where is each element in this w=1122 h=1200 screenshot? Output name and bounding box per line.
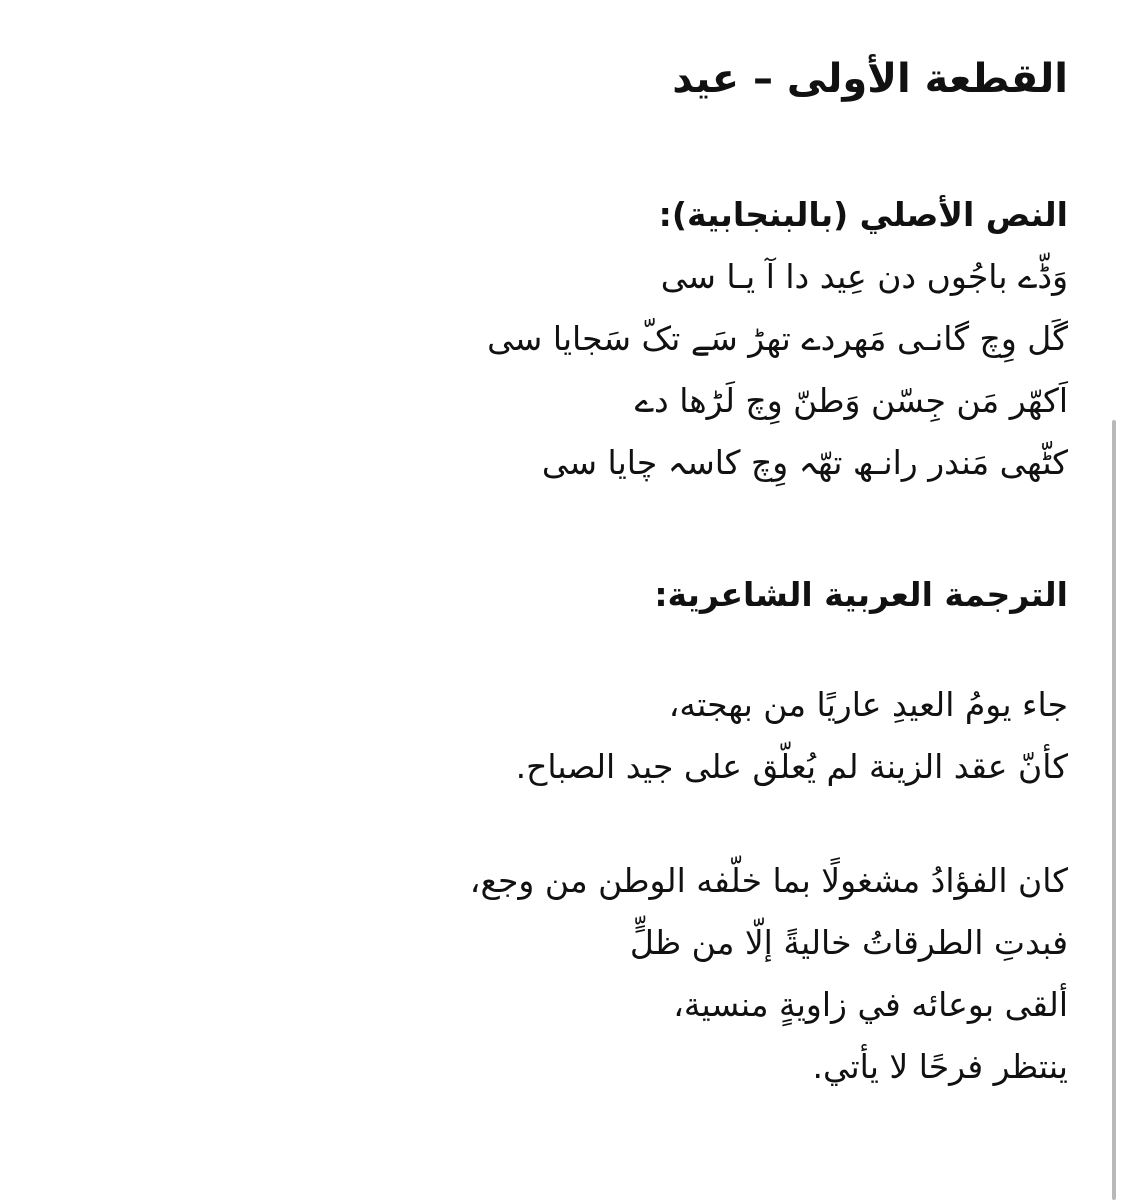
translation-line: فبدتِ الطرقاتُ خاليةً إلّا من ظلٍّ — [629, 923, 1068, 962]
original-line: کٹّھی مَندر رانـھ تھّہ وِچ کاسہ چایا سی — [541, 443, 1068, 482]
original-text-section — [58, 184, 1068, 494]
spacer — [58, 798, 1068, 850]
spacer — [58, 114, 1068, 184]
translation-line: جاء يومُ العيدِ عاريًا من بهجته، — [668, 685, 1068, 724]
translation-line: كان الفؤادُ مشغولًا بما خلّفه الوطن من وجع، — [469, 861, 1068, 900]
translation-line: ينتظر فرحًا لا يأتي. — [812, 1047, 1068, 1086]
spacer — [58, 626, 1068, 674]
scrollbar-thumb[interactable] — [1112, 420, 1116, 1200]
original-text-heading: النص الأصلي (بالبنجابية): — [658, 195, 1068, 234]
document-content — [58, 44, 1068, 1098]
scrollbar[interactable] — [1112, 420, 1116, 1200]
translation-heading: الترجمة العربية الشاعرية: — [654, 575, 1068, 614]
spacer — [58, 494, 1068, 564]
translation-stanza — [58, 850, 1068, 1098]
page-title: القطعة الأولى – عيد — [672, 56, 1068, 102]
translation-line: كأنّ عقد الزينة لم يُعلّق على جيد الصباح. — [515, 747, 1068, 786]
translation-stanza — [58, 674, 1068, 798]
original-line: وَڈّے باجُوں دن عِید دا آ یـا سی — [660, 257, 1068, 296]
translation-section — [58, 564, 1068, 1098]
original-line: اَکھّر مَن جِسّن وَطنّ وِچ لَڑھا دے — [634, 381, 1068, 420]
original-line: گَل وِچ گانـی مَھردے تھڑ سَے تکّ سَجایا سی — [487, 319, 1068, 358]
translation-line: ألقى بوعائه في زاويةٍ منسية، — [673, 985, 1068, 1024]
